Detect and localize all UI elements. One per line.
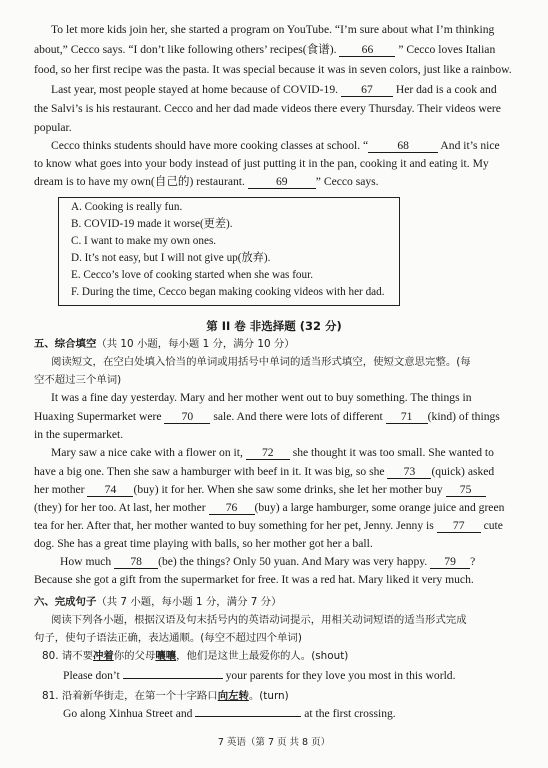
blank-70: 70 xyxy=(164,410,210,424)
page-footer: 7 英语（第 7 页 共 8 页） xyxy=(217,737,331,748)
blank-75: 75 xyxy=(446,483,486,497)
passage-line: the Salvi’s is his restaurant. Cecco and her dad made videos there every Thursday. Their videos were xyxy=(34,102,501,115)
blank-76: 76 xyxy=(209,501,255,515)
option-b: B. COVID-19 made it worse(更差). xyxy=(71,218,233,230)
part-2-title: 第 II 卷 非选择题 (32 分) xyxy=(206,319,342,333)
option-c: C. I want to make my own ones. xyxy=(71,235,217,247)
passage-line: Because she got a gift from the supermarket for free. It was a red hat. Mary liked it very much. xyxy=(34,573,474,586)
passage-line: How much 78 (be) the things? Only 50 yuan. And Mary was very happy. 79 ? xyxy=(60,555,476,568)
passage-line: Last year, most people stayed at home because of COVID-19. 67 Her dad is a cook and xyxy=(51,83,497,96)
section-6-heading: 六、完成句子（共 7 小题，每小题 1 分，满分 7 分） xyxy=(34,596,282,608)
passage-line: about,” Cecco says. “I don’t like following others’ recipes(食谱). 66 ” Cecco loves Italian xyxy=(34,43,496,56)
passage-line: dream is to have my own(自己的) restaurant. 69 ” Cecco says. xyxy=(34,175,379,188)
option-f: F. During the time, Cecco began making cooking videos with her dad. xyxy=(71,286,385,298)
passage-line: tea for her. After that, her mother wanted to buy something for her pet, Jenny. Jenny is 77 cute xyxy=(34,519,503,532)
passage-line: in the supermarket. xyxy=(34,428,124,441)
question-80-english: Please don’t your parents for they love you most in this world. xyxy=(63,669,456,682)
passage-line: (they) for her too. At last, her mother 76 (buy) a large hamburger, some orange juice and green xyxy=(34,501,505,514)
answer-blank-80[interactable] xyxy=(123,678,223,679)
passage-line: Cecco thinks students should have more cooking classes at school. “ 68 And it’s nice xyxy=(51,139,500,152)
passage-line: Mary saw a nice cake with a flower on it, 72 she thought it was too small. She wanted to xyxy=(51,446,494,459)
passage-line: to know what goes into your body instead of just putting it in the pan, cooking it and eating it. My xyxy=(34,157,489,170)
blank-78: 78 xyxy=(114,555,158,569)
blank-77: 77 xyxy=(437,519,481,533)
passage-line: Huaxing Supermarket were 70 sale. And there were lots of different 71 (kind) of things xyxy=(34,410,500,423)
blank-66: 66 xyxy=(339,43,395,57)
blank-71: 71 xyxy=(386,410,428,424)
question-81-chinese: 81. 沿着新华街走，在第一个十字路口向左转。(turn) xyxy=(42,690,289,702)
section-5-instruction: 空不超过三个单词) xyxy=(34,374,122,386)
passage-line: popular. xyxy=(34,121,72,134)
blank-72: 72 xyxy=(246,446,290,460)
section-5-heading: 五、综合填空（共 10 小题，每小题 1 分，满分 10 分） xyxy=(34,338,295,350)
blank-74: 74 xyxy=(87,483,133,497)
blank-67: 67 xyxy=(341,83,393,97)
answer-blank-81[interactable] xyxy=(195,716,301,717)
blank-69: 69 xyxy=(248,175,316,189)
passage-line: It was a fine day yesterday. Mary and her mother went out to buy something. The things in xyxy=(51,391,472,404)
options-box xyxy=(58,197,400,306)
blank-68: 68 xyxy=(368,139,438,153)
passage-line: her mother 74 (buy) it for her. When she saw some drinks, she let her mother buy 75 xyxy=(34,482,518,498)
passage-line: dog. She has a great time playing with balls, so her mother got her a ball. xyxy=(34,537,373,550)
blank-73: 73 xyxy=(387,465,431,479)
passage-line: have a big one. Then she saw a hamburger with beef in it. It was big, so she 73 (quick) asked xyxy=(34,465,495,478)
passage-line: food, so her first recipe was the pasta. It was special because it was in seven colors, just like a rainbow. xyxy=(34,63,512,76)
question-81-english: Go along Xinhua Street and at the first crossing. xyxy=(63,707,396,720)
option-d: D. It’s not easy, but I will not give up(放弃). xyxy=(71,252,271,264)
blank-79: 79 xyxy=(430,555,470,569)
section-6-instruction: 阅读下列各小题，根据汉语及句末括号内的英语动词提示，用相关动词短语的适当形式完成 xyxy=(51,614,467,626)
option-a: A. Cooking is really fun. xyxy=(71,201,183,213)
question-80-chinese: 80. 请不要冲着你的父母嚷嚷，他们是这世上最爱你的人。(shout) xyxy=(42,650,349,662)
section-5-instruction: 阅读短文，在空白处填入恰当的单词或用括号中单词的适当形式填空，使短文意思完整。(每 xyxy=(51,356,471,368)
section-6-instruction: 句子，使句子语法正确，表达通顺。(每空不超过四个单词) xyxy=(34,632,302,644)
passage-line: To let more kids join her, she started a program on YouTube. “I’m sure about what I’m thinking xyxy=(51,23,495,36)
option-e: E. Cecco’s love of cooking started when she was four. xyxy=(71,269,314,281)
